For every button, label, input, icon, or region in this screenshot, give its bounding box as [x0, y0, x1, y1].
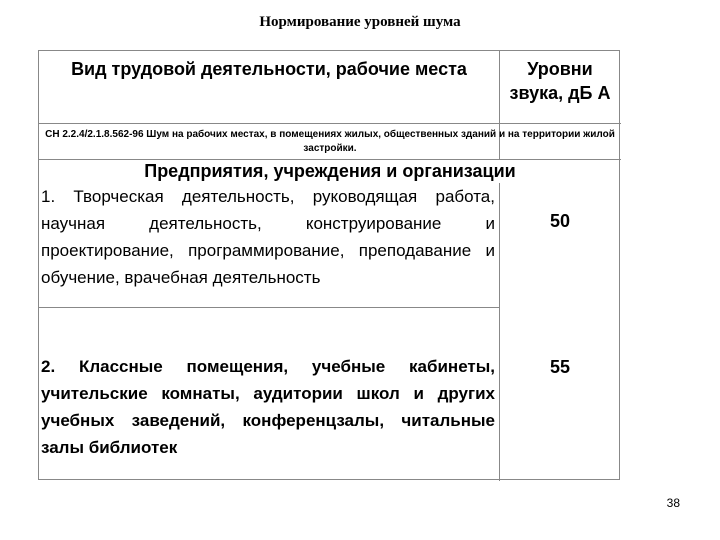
table-row-activity: 2. Классные помещения, учебные кабинеты, учительские комнаты, аудитории школ и других учебных заведений, конференцзалы, читальные залы библиотек [41, 357, 495, 457]
header-sound-level: Уровни звука, дБ А [509, 59, 611, 103]
page-title: Нормирование уровней шума [259, 14, 461, 30]
table-row-activity: 1. Творческая деятельность, руководящая работа, научная деятельность, конструирование и проектирование, программирование, преподавание и обучение, врачебная деятельность [41, 187, 495, 287]
norm-reference: СН 2.2.4/2.1.8.562-96 Шум на рабочих местах, в помещениях жилых, общественных зданий и на территории жилой застройки. [45, 129, 615, 154]
row-divider [39, 307, 499, 308]
table-row-value: 50 [549, 211, 571, 231]
page-number: 38 [666, 496, 680, 510]
header-activity-type: Вид трудовой деятельности, рабочие места [71, 59, 467, 79]
noise-norms-table [38, 50, 620, 480]
table-row-value: 55 [549, 357, 571, 377]
section-heading: Предприятия, учреждения и организации [144, 161, 516, 181]
